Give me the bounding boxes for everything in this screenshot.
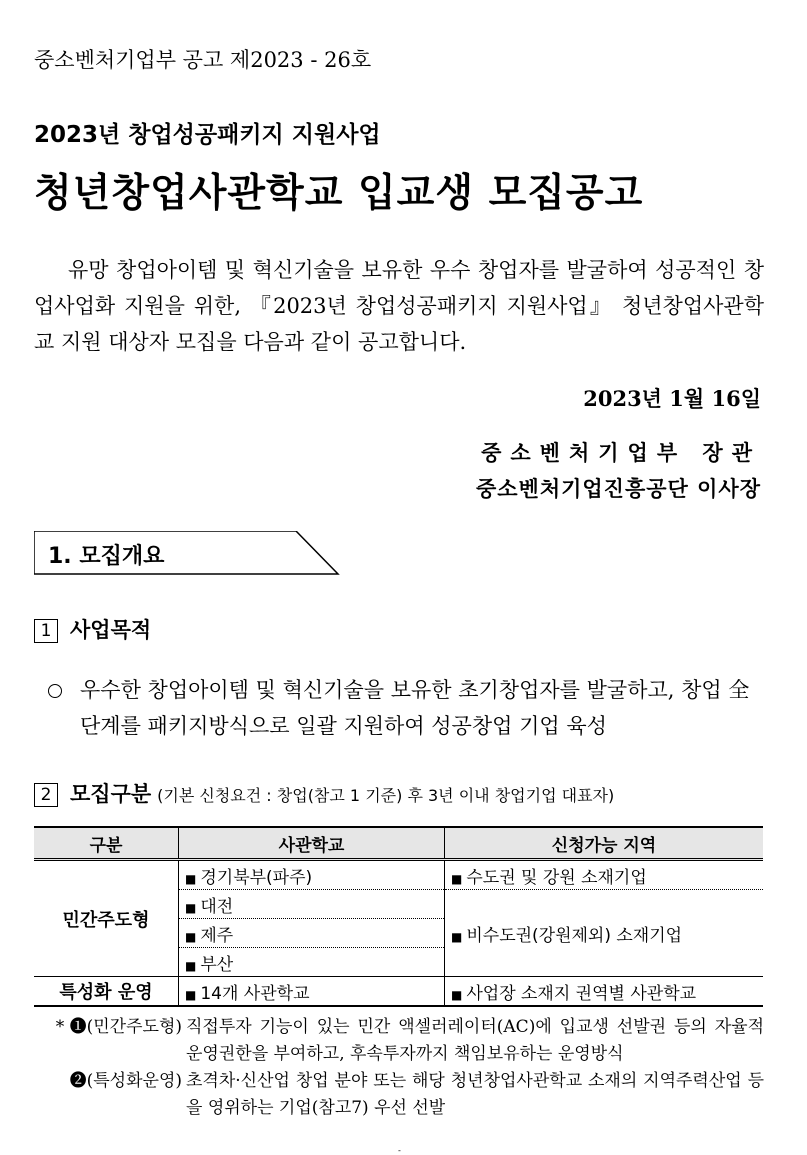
square-bullet-icon: ■ — [185, 987, 197, 1002]
square-bullet-icon: ■ — [451, 929, 463, 944]
recruitment-heading — [34, 778, 614, 808]
signatory-minister: 중소벤처기업부 장관 — [481, 440, 761, 465]
school-cell: ■ 경기북부(파주) — [179, 860, 445, 890]
square-bullet-icon: ■ — [185, 871, 197, 886]
school-cell: ■ 대전 — [179, 890, 445, 919]
notice-number: 중소벤처기업부 공고 제2023 - 26호 — [34, 48, 372, 72]
purpose-text: 우수한 창업아이템 및 혁신기술을 보유한 초기창업자를 발굴하고, 창업 全단계를 패키지방식으로 일괄 지원하여 성공창업 기업 육성 — [80, 678, 750, 738]
header-category: 구분 — [34, 827, 179, 860]
footnotes — [34, 1014, 764, 1122]
item-number-box: 1 — [34, 619, 58, 643]
school-cell: ■ 부산 — [179, 948, 445, 977]
region-cell: ■ 수도권 및 강원 소재기업 — [445, 860, 764, 890]
square-bullet-icon: ■ — [451, 871, 463, 886]
square-bullet-icon: ■ — [185, 929, 197, 944]
section-tab — [34, 531, 340, 580]
square-bullet-icon: ■ — [185, 900, 197, 915]
recruitment-note: (기본 신청요건 : 창업(참고 1 기준) 후 3년 이내 창업기업 대표자) — [157, 786, 615, 805]
purpose-heading-text: 사업목적 — [70, 618, 152, 642]
footnote-text: 직접투자 기능이 있는 민간 액셀러레이터(AC)에 입교생 선발권 등의 자율적 운영권한을 부여하고, 후속투자까지 책임보유하는 운영방식 — [186, 1017, 764, 1064]
intro-paragraph — [34, 252, 764, 360]
square-bullet-icon: ■ — [185, 958, 197, 973]
footnote-text: 초격차·신산업 창업 분야 또는 해당 청년창업사관학교 소재의 지역주력산업 등을 영위하는 기업(참고7) 우선 선발 — [186, 1071, 764, 1118]
purpose-bullet — [48, 672, 768, 744]
header-school: 사관학교 — [179, 827, 445, 860]
item-number-box: 2 — [34, 783, 58, 807]
recruitment-table — [34, 826, 763, 1007]
signatory-agency: 중소벤처기업진흥공단 이사장 — [475, 476, 761, 501]
subtitle: 2023년 창업성공패키지 지원사업 — [34, 122, 381, 148]
circle-bullet-icon — [48, 684, 62, 698]
page-number: - — [398, 1146, 401, 1155]
recruitment-heading-text: 모집구분 — [70, 782, 152, 806]
category-special: 특성화 운영 — [34, 977, 179, 1007]
footnote-label: * ❶(민간주도형) — [55, 1017, 182, 1037]
footnote-item — [34, 1068, 764, 1122]
square-bullet-icon: ■ — [451, 987, 463, 1002]
header-region: 신청가능 지역 — [445, 827, 764, 860]
section-heading: 1. 모집개요 — [48, 544, 165, 569]
notice-date: 2023년 1월 16일 — [583, 386, 761, 411]
footnote-label: ❷(특성화운영) — [69, 1071, 182, 1091]
school-cell: ■ 14개 사관학교 — [179, 977, 445, 1007]
region-cell: ■ 사업장 소재지 권역별 사관학교 — [445, 977, 764, 1007]
table-row — [34, 860, 763, 890]
school-cell: ■ 제주 — [179, 919, 445, 948]
table-header-row — [34, 827, 763, 860]
footnote-item — [34, 1014, 764, 1068]
region-cell: ■ 비수도권(강원제외) 소재기업 — [445, 890, 764, 977]
page-title: 청년창업사관학교 입교생 모집공고 — [34, 171, 644, 216]
purpose-heading — [34, 614, 151, 644]
table-row — [34, 977, 763, 1007]
intro-text: 유망 창업아이템 및 혁신기술을 보유한 우수 창업자를 발굴하여 성공적인 창업사업화 지원을 위한, 『2023년 창업성공패키지 지원사업』 청년창업사관학교 지원 대상자 모집을 다음과 같이 공고합니다. — [34, 258, 764, 354]
category-private: 민간주도형 — [34, 860, 179, 977]
